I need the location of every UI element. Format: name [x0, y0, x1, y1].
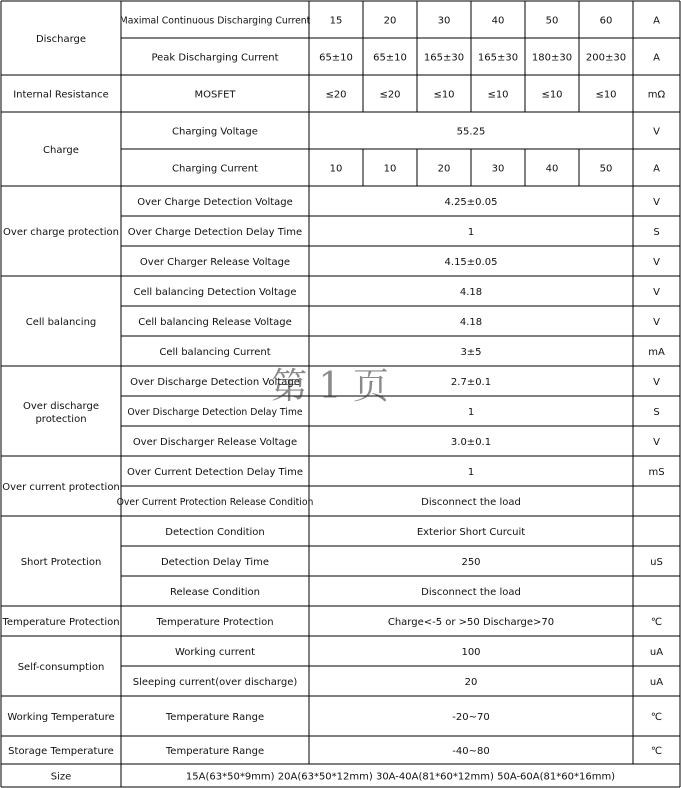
value-cell: 100 — [461, 647, 481, 658]
group-label: Discharge — [35, 34, 87, 45]
value-cell: 15 — [329, 15, 343, 27]
value-cell: 30 — [437, 15, 451, 27]
value-cell: ≤10 — [595, 89, 617, 101]
value-cell: 1 — [467, 467, 475, 478]
value-cell: 200±30 — [585, 52, 627, 64]
value-cell: 30 — [491, 163, 505, 175]
param-label: Over Charge Detection Delay Time — [127, 227, 303, 238]
unit-cell: V — [653, 437, 660, 448]
param-label: Over Discharge Detection Delay Time — [127, 407, 303, 418]
value-cell: 55.25 — [456, 126, 486, 138]
unit-cell: A — [653, 163, 660, 175]
unit-cell: V — [653, 257, 660, 268]
param-label: Over Charge Detection Voltage — [137, 197, 293, 208]
param-label: MOSFET — [194, 89, 236, 101]
value-cell: 65±10 — [319, 52, 353, 64]
value-cell: 3±5 — [460, 347, 482, 358]
value-cell: 50 — [545, 15, 559, 27]
group-label: Charge — [43, 145, 79, 156]
param-label: Cell balancing Detection Voltage — [133, 287, 297, 298]
unit-cell: V — [653, 377, 660, 388]
unit-cell: uS — [650, 557, 663, 568]
unit-cell: S — [653, 227, 660, 238]
value-cell: 165±30 — [423, 52, 465, 64]
value-cell: 165±30 — [477, 52, 519, 64]
unit-cell: mS — [648, 467, 665, 478]
param-label: Temperature Range — [165, 746, 265, 757]
unit-cell: ℃ — [650, 746, 663, 757]
value-cell: 4.18 — [459, 317, 483, 328]
value-cell: 1 — [467, 407, 475, 418]
unit-cell: V — [653, 197, 660, 208]
value-cell: 1 — [467, 227, 475, 238]
value-cell: Charge<-5 or >50 Discharge>70 — [387, 617, 555, 628]
param-label: Release Condition — [170, 587, 260, 598]
value-cell: ≤10 — [433, 89, 455, 101]
param-label: Charging Voltage — [172, 126, 258, 138]
group-label: Over charge protection — [3, 227, 119, 238]
value-cell: 10 — [383, 163, 397, 175]
param-label: Cell balancing Current — [159, 347, 271, 358]
param-label: Temperature Protection — [156, 617, 274, 628]
value-cell: 250 — [461, 557, 481, 568]
param-label: Detection Delay Time — [160, 557, 270, 568]
unit-cell: V — [653, 126, 660, 138]
value-cell: 4.15±0.05 — [444, 257, 498, 268]
value-cell: 65±10 — [373, 52, 407, 64]
group-label: Short Protection — [20, 557, 102, 568]
value-cell: ≤20 — [379, 89, 401, 101]
unit-cell: uA — [649, 647, 664, 658]
value-cell: ≤10 — [487, 89, 509, 101]
group-label: Self-consumption — [17, 662, 105, 673]
value-cell: Disconnect the load — [421, 497, 521, 508]
value-cell: 50 — [599, 163, 613, 175]
unit-cell: ℃ — [650, 712, 663, 723]
value-cell: ≤20 — [325, 89, 347, 101]
group-label: Over current protection — [2, 482, 120, 493]
param-label: Over Discharger Release Voltage — [132, 437, 298, 448]
group-label: Storage Temperature — [8, 746, 114, 757]
value-cell: 20 — [437, 163, 451, 175]
param-label: Working current — [174, 647, 256, 658]
group-label: Temperature Protection — [2, 617, 120, 628]
group-label: Cell balancing — [25, 317, 97, 328]
unit-cell: mΩ — [647, 89, 666, 101]
value-cell: 180±30 — [531, 52, 573, 64]
value-cell: 4.25±0.05 — [444, 197, 498, 208]
unit-cell: uA — [649, 677, 664, 688]
page-watermark: 第 1 页 — [271, 366, 389, 407]
unit-cell: V — [653, 287, 660, 298]
group-label: Working Temperature — [7, 712, 115, 723]
param-label: Sleeping current(over discharge) — [132, 677, 298, 688]
param-label: Over Discharge Detection Voltage — [130, 377, 300, 388]
value-cell: 10 — [329, 163, 343, 175]
group-label: Over discharge protection — [23, 401, 99, 425]
param-label: Detection Condition — [165, 527, 265, 538]
unit-cell: S — [653, 407, 660, 418]
unit-cell: mA — [648, 347, 665, 358]
value-cell: 4.18 — [459, 287, 483, 298]
value-cell: 3.0±0.1 — [450, 437, 492, 448]
value-cell: 20 — [383, 15, 397, 27]
value-cell: -20~70 — [452, 712, 490, 723]
unit-cell: V — [653, 317, 660, 328]
param-label: Over Charger Release Voltage — [139, 257, 291, 268]
value-cell: 60 — [599, 15, 613, 27]
value-cell: 40 — [545, 163, 559, 175]
param-label: Maximal Continuous Discharging Current — [119, 15, 311, 27]
param-label: Charging Current — [172, 163, 258, 175]
value-cell: ≤10 — [541, 89, 563, 101]
size-label: Size — [50, 771, 72, 783]
param-label: Peak Discharging Current — [151, 52, 279, 64]
value-cell: 40 — [491, 15, 505, 27]
param-label: Temperature Range — [165, 712, 265, 723]
value-cell: Disconnect the load — [421, 587, 521, 598]
value-cell: -40~80 — [452, 746, 490, 757]
unit-cell: A — [653, 52, 660, 64]
value-cell: 20 — [464, 677, 478, 688]
value-cell: 2.7±0.1 — [450, 377, 492, 388]
param-label: Over Current Protection Release Condition — [116, 497, 314, 508]
unit-cell: A — [653, 15, 660, 27]
size-value: 15A(63*50*9mm) 20A(63*50*12mm) 30A-40A(81*60*12mm) 50A-60A(81*60*16mm) — [185, 771, 616, 783]
group-label: Internal Resistance — [13, 89, 109, 101]
unit-cell: ℃ — [650, 617, 663, 628]
value-cell: Exterior Short Curcuit — [416, 527, 526, 538]
param-label: Over Current Detection Delay Time — [126, 467, 304, 478]
param-label: Cell balancing Release Voltage — [138, 317, 292, 328]
